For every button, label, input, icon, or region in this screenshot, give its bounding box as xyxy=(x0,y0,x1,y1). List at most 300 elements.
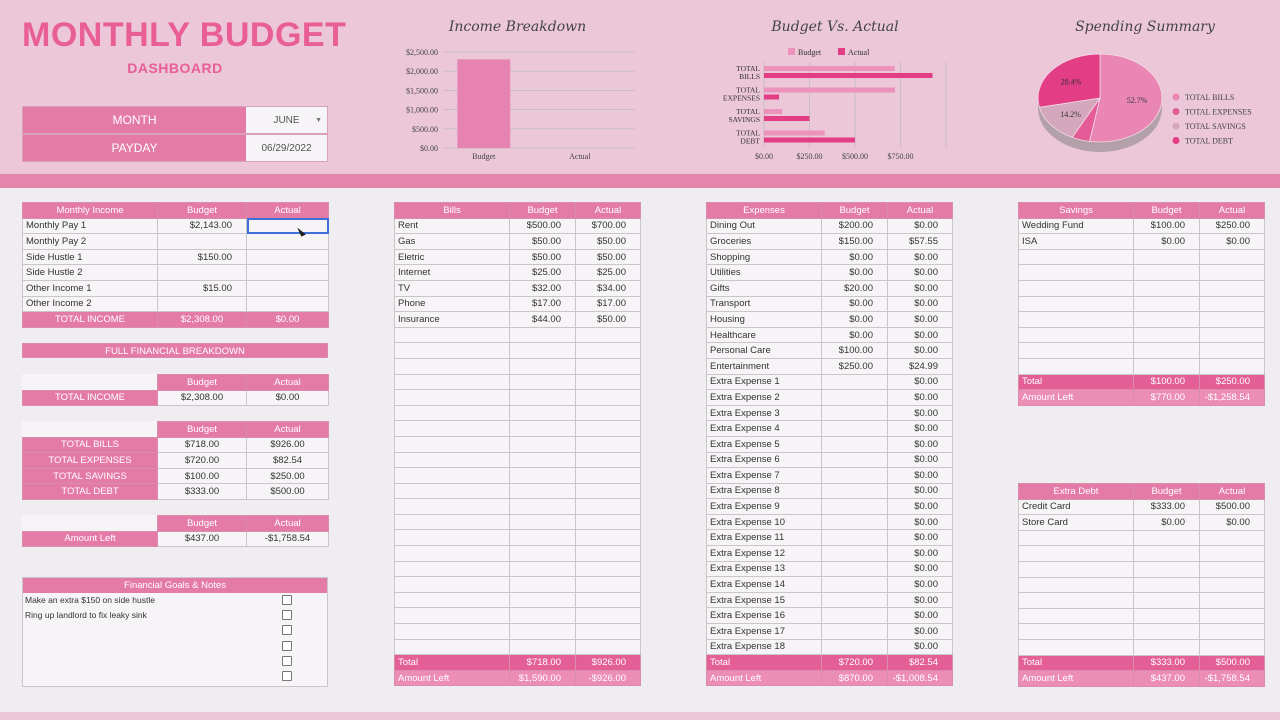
empty-cell[interactable] xyxy=(395,343,510,359)
row-label[interactable]: Rent xyxy=(395,218,510,234)
empty-cell[interactable] xyxy=(1134,358,1200,374)
row-label[interactable]: Extra Expense 17 xyxy=(707,624,822,640)
budget-cell[interactable]: $150.00 xyxy=(822,234,888,250)
empty-cell[interactable] xyxy=(510,358,576,374)
row-label[interactable]: Other Income 2 xyxy=(23,296,158,312)
empty-cell[interactable] xyxy=(576,577,641,593)
empty-cell[interactable] xyxy=(510,452,576,468)
goal-checkbox[interactable] xyxy=(282,595,292,605)
bar-budget xyxy=(764,131,825,136)
actual-cell[interactable]: $50.00 xyxy=(576,312,641,328)
actual-cell[interactable]: $57.55 xyxy=(888,234,953,250)
budget-cell[interactable]: $15.00 xyxy=(158,280,247,296)
empty-cell[interactable] xyxy=(1200,530,1265,546)
chevron-down-icon[interactable]: ▼ xyxy=(315,117,322,124)
empty-cell[interactable] xyxy=(576,546,641,562)
budget-cell[interactable] xyxy=(822,546,888,562)
actual-cell[interactable]: $0.00 xyxy=(888,436,953,452)
empty-cell[interactable] xyxy=(1019,358,1134,374)
empty-cell[interactable] xyxy=(1200,343,1265,359)
actual-cell[interactable] xyxy=(247,234,329,250)
goal-text[interactable]: Make an extra $150 on side hustle xyxy=(25,595,155,605)
row-label[interactable]: Extra Expense 14 xyxy=(707,577,822,593)
empty-cell[interactable] xyxy=(395,577,510,593)
row-label[interactable]: Extra Expense 2 xyxy=(707,390,822,406)
empty-cell[interactable] xyxy=(510,405,576,421)
budget-cell[interactable]: $150.00 xyxy=(158,249,247,265)
empty-cell[interactable] xyxy=(510,530,576,546)
empty-cell[interactable] xyxy=(510,546,576,562)
empty-cell[interactable] xyxy=(1200,624,1265,640)
amount-left-row xyxy=(395,670,641,686)
budget-cell[interactable]: $0.00 xyxy=(822,249,888,265)
empty-cell[interactable] xyxy=(395,452,510,468)
table-row xyxy=(707,343,953,359)
empty-cell[interactable] xyxy=(576,358,641,374)
budget-cell[interactable] xyxy=(822,639,888,655)
budget-cell[interactable] xyxy=(822,530,888,546)
empty-cell[interactable] xyxy=(510,374,576,390)
budget-cell[interactable] xyxy=(822,468,888,484)
empty-cell[interactable] xyxy=(1019,280,1134,296)
row-label[interactable]: Personal Care xyxy=(707,343,822,359)
actual-cell[interactable]: $0.00 xyxy=(888,343,953,359)
empty-cell[interactable] xyxy=(510,499,576,515)
row-label[interactable]: Extra Expense 9 xyxy=(707,499,822,515)
empty-cell[interactable] xyxy=(1019,608,1134,624)
empty-cell[interactable] xyxy=(576,468,641,484)
budget-cell[interactable]: $0.00 xyxy=(822,265,888,281)
empty-cell[interactable] xyxy=(510,390,576,406)
budget-cell[interactable] xyxy=(822,499,888,515)
empty-cell[interactable] xyxy=(576,530,641,546)
table-row xyxy=(707,327,953,343)
row-label[interactable]: Utilities xyxy=(707,265,822,281)
empty-cell[interactable] xyxy=(1134,296,1200,312)
empty-cell[interactable] xyxy=(576,592,641,608)
actual-cell[interactable]: $0.00 xyxy=(888,514,953,530)
row-label[interactable]: Extra Expense 16 xyxy=(707,608,822,624)
budget-cell[interactable] xyxy=(822,577,888,593)
actual-cell[interactable]: $0.00 xyxy=(888,546,953,562)
empty-cell[interactable] xyxy=(395,514,510,530)
goal-checkbox[interactable] xyxy=(282,610,292,620)
row-label[interactable]: Store Card xyxy=(1019,515,1134,531)
row-label[interactable]: Phone xyxy=(395,296,510,312)
actual-cell[interactable]: $500.00 xyxy=(1200,499,1265,515)
empty-cell[interactable] xyxy=(510,577,576,593)
table-row xyxy=(707,296,953,312)
empty-cell[interactable] xyxy=(1019,593,1134,609)
row-label[interactable]: ISA xyxy=(1019,234,1134,250)
empty-cell[interactable] xyxy=(576,514,641,530)
budget-cell[interactable]: $50.00 xyxy=(510,234,576,250)
empty-cell[interactable] xyxy=(510,468,576,484)
goal-checkbox[interactable] xyxy=(282,656,292,666)
empty-cell[interactable] xyxy=(395,483,510,499)
budget-cell[interactable]: $44.00 xyxy=(510,312,576,328)
empty-row xyxy=(1019,530,1265,546)
empty-cell[interactable] xyxy=(1134,327,1200,343)
empty-cell[interactable] xyxy=(510,343,576,359)
empty-row xyxy=(1019,577,1265,593)
budget-cell[interactable]: $500.00 xyxy=(510,218,576,234)
table-row xyxy=(707,577,953,593)
row-label[interactable]: Internet xyxy=(395,265,510,281)
row-label: TOTAL DEBT xyxy=(23,484,158,500)
empty-cell[interactable] xyxy=(510,327,576,343)
empty-cell[interactable] xyxy=(1019,530,1134,546)
budget-cell[interactable]: $0.00 xyxy=(1134,234,1200,250)
goal-item xyxy=(23,669,327,684)
empty-cell[interactable] xyxy=(510,421,576,437)
amount-left-label: Amount Left xyxy=(395,670,510,686)
row-label[interactable]: Extra Expense 10 xyxy=(707,514,822,530)
empty-row xyxy=(395,374,641,390)
actual-cell[interactable] xyxy=(247,218,329,234)
empty-cell[interactable] xyxy=(576,624,641,640)
actual-cell[interactable]: $0.00 xyxy=(888,483,953,499)
empty-cell[interactable] xyxy=(1200,327,1265,343)
row-label[interactable]: Side Hustle 1 xyxy=(23,249,158,265)
actual-cell[interactable]: $0.00 xyxy=(888,452,953,468)
budget-cell[interactable] xyxy=(822,608,888,624)
budget-cell[interactable]: $100.00 xyxy=(1134,218,1200,234)
empty-cell[interactable] xyxy=(1134,265,1200,281)
actual-cell[interactable]: $0.00 xyxy=(1200,234,1265,250)
actual-cell[interactable]: $34.00 xyxy=(576,280,641,296)
row-label[interactable]: Side Hustle 2 xyxy=(23,265,158,281)
actual-cell[interactable]: $700.00 xyxy=(576,218,641,234)
row-label[interactable]: Groceries xyxy=(707,234,822,250)
goal-text[interactable]: Ring up landlord to fix leaky sink xyxy=(25,610,147,621)
total-income-row xyxy=(23,390,329,406)
empty-cell[interactable] xyxy=(576,421,641,437)
actual-cell[interactable]: $0.00 xyxy=(888,639,953,655)
column-header: Bills xyxy=(395,203,510,219)
empty-cell[interactable] xyxy=(576,499,641,515)
empty-cell[interactable] xyxy=(1019,561,1134,577)
goals-title: Financial Goals & Notes xyxy=(23,578,327,593)
actual-cell[interactable]: $0.00 xyxy=(888,405,953,421)
actual-cell[interactable]: $0.00 xyxy=(888,296,953,312)
actual-cell[interactable]: $0.00 xyxy=(888,374,953,390)
budget-cell[interactable] xyxy=(822,592,888,608)
empty-cell[interactable] xyxy=(1134,312,1200,328)
payday-value[interactable]: 06/29/2022 xyxy=(246,135,327,161)
empty-cell[interactable] xyxy=(1019,327,1134,343)
empty-cell[interactable] xyxy=(1200,561,1265,577)
budget-cell[interactable]: $17.00 xyxy=(510,296,576,312)
row-label[interactable]: Extra Expense 13 xyxy=(707,561,822,577)
budget-cell[interactable] xyxy=(822,624,888,640)
empty-cell[interactable] xyxy=(1200,577,1265,593)
budget-cell[interactable]: $333.00 xyxy=(1134,499,1200,515)
row-label[interactable]: Gas xyxy=(395,234,510,250)
empty-cell[interactable] xyxy=(395,639,510,655)
empty-cell[interactable] xyxy=(1200,639,1265,655)
row-label[interactable]: Shopping xyxy=(707,249,822,265)
actual-cell[interactable] xyxy=(247,249,329,265)
empty-row xyxy=(395,577,641,593)
empty-cell[interactable] xyxy=(1134,593,1200,609)
empty-cell[interactable] xyxy=(1134,530,1200,546)
empty-cell[interactable] xyxy=(1019,312,1134,328)
budget-cell[interactable]: $100.00 xyxy=(822,343,888,359)
empty-cell[interactable] xyxy=(1019,265,1134,281)
empty-cell[interactable] xyxy=(1200,608,1265,624)
budget-cell[interactable] xyxy=(822,390,888,406)
budget-cell[interactable] xyxy=(822,452,888,468)
empty-cell[interactable] xyxy=(395,546,510,562)
budget-cell[interactable] xyxy=(822,561,888,577)
row-label: TOTAL BILLS xyxy=(23,437,158,453)
legend-swatch xyxy=(838,48,845,55)
budget-cell[interactable]: $200.00 xyxy=(822,218,888,234)
column-header: Expenses xyxy=(707,203,822,219)
empty-cell[interactable] xyxy=(395,624,510,640)
budget-cell[interactable] xyxy=(822,405,888,421)
y-tick-label: $1,500.00 xyxy=(406,86,438,96)
column-header: Savings xyxy=(1019,203,1134,219)
row-label[interactable]: Other Income 1 xyxy=(23,280,158,296)
empty-cell[interactable] xyxy=(576,639,641,655)
actual-cell[interactable] xyxy=(247,280,329,296)
empty-row xyxy=(1019,593,1265,609)
empty-cell[interactable] xyxy=(395,561,510,577)
empty-cell[interactable] xyxy=(395,436,510,452)
empty-cell[interactable] xyxy=(395,390,510,406)
empty-cell[interactable] xyxy=(576,343,641,359)
empty-cell[interactable] xyxy=(1134,249,1200,265)
spending-chart-title: Spending Summary xyxy=(1075,19,1215,35)
legend-swatch xyxy=(1173,94,1180,101)
empty-cell[interactable] xyxy=(1134,280,1200,296)
empty-cell[interactable] xyxy=(1019,577,1134,593)
empty-cell[interactable] xyxy=(1134,624,1200,640)
actual-cell[interactable]: $17.00 xyxy=(576,296,641,312)
empty-cell[interactable] xyxy=(1019,296,1134,312)
row-label[interactable]: Extra Expense 6 xyxy=(707,452,822,468)
row-label[interactable]: Credit Card xyxy=(1019,499,1134,515)
row-label[interactable]: Extra Expense 3 xyxy=(707,405,822,421)
budget-cell[interactable]: $32.00 xyxy=(510,280,576,296)
budget-cell[interactable]: $0.00 xyxy=(822,296,888,312)
month-value: JUNE xyxy=(273,114,300,126)
empty-cell[interactable] xyxy=(395,374,510,390)
row-label[interactable]: Housing xyxy=(707,312,822,328)
budget-cell[interactable]: $0.00 xyxy=(822,312,888,328)
table-row xyxy=(707,561,953,577)
empty-cell[interactable] xyxy=(1200,249,1265,265)
actual-cell[interactable]: $0.00 xyxy=(888,499,953,515)
empty-cell[interactable] xyxy=(1134,546,1200,562)
row-label[interactable]: Extra Expense 1 xyxy=(707,374,822,390)
table-header xyxy=(1019,484,1265,500)
goal-checkbox[interactable] xyxy=(282,671,292,681)
actual-cell[interactable]: $50.00 xyxy=(576,234,641,250)
row-label[interactable]: Monthly Pay 2 xyxy=(23,234,158,250)
actual-cell: -$1,758.54 xyxy=(247,531,329,547)
empty-cell[interactable] xyxy=(510,436,576,452)
row-label[interactable]: Extra Expense 18 xyxy=(707,639,822,655)
row-label[interactable]: Healthcare xyxy=(707,327,822,343)
month-label: MONTH xyxy=(23,107,246,133)
month-dropdown[interactable] xyxy=(246,107,327,133)
row-label[interactable]: Dining Out xyxy=(707,218,822,234)
empty-row xyxy=(1019,280,1265,296)
budget-cell[interactable]: $0.00 xyxy=(822,327,888,343)
actual-cell[interactable]: $0.00 xyxy=(888,530,953,546)
budget-cell[interactable] xyxy=(158,265,247,281)
empty-cell[interactable] xyxy=(510,608,576,624)
empty-cell[interactable] xyxy=(395,405,510,421)
budget-cell[interactable]: $25.00 xyxy=(510,265,576,281)
row-label[interactable]: Monthly Pay 1 xyxy=(23,218,158,234)
actual-cell[interactable]: $0.00 xyxy=(888,421,953,437)
empty-cell[interactable] xyxy=(576,483,641,499)
actual-cell[interactable]: $0.00 xyxy=(888,624,953,640)
actual-cell[interactable]: $0.00 xyxy=(888,592,953,608)
actual-cell: $926.00 xyxy=(247,437,329,453)
empty-cell[interactable] xyxy=(395,421,510,437)
column-header: Monthly Income xyxy=(23,203,158,219)
empty-cell[interactable] xyxy=(395,468,510,484)
row-label[interactable]: Transport xyxy=(707,296,822,312)
budget-cell[interactable]: $2,143.00 xyxy=(158,218,247,234)
actual-cell[interactable]: $0.00 xyxy=(888,312,953,328)
empty-cell[interactable] xyxy=(1134,608,1200,624)
budget-cell[interactable]: $50.00 xyxy=(510,249,576,265)
empty-cell[interactable] xyxy=(1200,265,1265,281)
empty-cell[interactable] xyxy=(576,436,641,452)
empty-cell[interactable] xyxy=(395,358,510,374)
actual-cell[interactable]: $0.00 xyxy=(888,561,953,577)
goal-checkbox[interactable] xyxy=(282,641,292,651)
empty-cell[interactable] xyxy=(395,592,510,608)
amount-left-label: Amount Left xyxy=(707,670,822,686)
row-label[interactable]: Extra Expense 7 xyxy=(707,468,822,484)
actual-cell[interactable] xyxy=(247,265,329,281)
budget-cell[interactable] xyxy=(822,514,888,530)
empty-cell[interactable] xyxy=(395,499,510,515)
empty-cell[interactable] xyxy=(576,374,641,390)
budget-cell[interactable] xyxy=(822,436,888,452)
empty-cell[interactable] xyxy=(576,561,641,577)
legend-swatch xyxy=(788,48,795,55)
empty-cell[interactable] xyxy=(576,452,641,468)
empty-cell[interactable] xyxy=(576,608,641,624)
empty-cell[interactable] xyxy=(510,561,576,577)
actual-cell[interactable]: $50.00 xyxy=(576,249,641,265)
spending-summary-chart xyxy=(1020,40,1280,170)
actual-cell[interactable]: $0.00 xyxy=(888,218,953,234)
row-label[interactable]: Entertainment xyxy=(707,358,822,374)
empty-cell[interactable] xyxy=(576,405,641,421)
bar-actual xyxy=(764,138,855,143)
amount-left-value: -$926.00 xyxy=(576,670,641,686)
empty-cell[interactable] xyxy=(1134,561,1200,577)
empty-cell[interactable] xyxy=(1200,280,1265,296)
empty-cell[interactable] xyxy=(1200,593,1265,609)
actual-cell[interactable]: $0.00 xyxy=(888,327,953,343)
empty-cell[interactable] xyxy=(1019,343,1134,359)
budget-cell[interactable] xyxy=(158,296,247,312)
row-label[interactable]: Extra Expense 5 xyxy=(707,436,822,452)
actual-cell[interactable]: $0.00 xyxy=(1200,515,1265,531)
spending-row xyxy=(23,468,329,484)
actual-cell[interactable]: $25.00 xyxy=(576,265,641,281)
empty-cell[interactable] xyxy=(1019,639,1134,655)
empty-cell[interactable] xyxy=(576,390,641,406)
actual-cell[interactable]: $0.00 xyxy=(888,280,953,296)
row-label[interactable]: Extra Expense 12 xyxy=(707,546,822,562)
row-label[interactable]: Gifts xyxy=(707,280,822,296)
payday-label: PAYDAY xyxy=(23,135,246,161)
row-label[interactable]: Extra Expense 15 xyxy=(707,592,822,608)
empty-cell[interactable] xyxy=(1134,639,1200,655)
actual-cell[interactable]: $0.00 xyxy=(888,265,953,281)
actual-cell[interactable]: $0.00 xyxy=(888,249,953,265)
empty-cell[interactable] xyxy=(576,327,641,343)
budget-cell[interactable] xyxy=(822,421,888,437)
row-label[interactable]: Wedding Fund xyxy=(1019,218,1134,234)
budget-cell[interactable] xyxy=(822,374,888,390)
budget-cell[interactable]: $0.00 xyxy=(1134,515,1200,531)
empty-cell[interactable] xyxy=(510,592,576,608)
actual-cell[interactable]: $0.00 xyxy=(888,390,953,406)
empty-cell[interactable] xyxy=(1200,296,1265,312)
actual-cell[interactable]: $24.99 xyxy=(888,358,953,374)
row-label[interactable]: Extra Expense 8 xyxy=(707,483,822,499)
actual-cell[interactable]: $0.00 xyxy=(888,468,953,484)
actual-cell[interactable]: $0.00 xyxy=(888,577,953,593)
empty-cell[interactable] xyxy=(1200,312,1265,328)
row-label[interactable]: TV xyxy=(395,280,510,296)
empty-cell[interactable] xyxy=(510,624,576,640)
empty-cell[interactable] xyxy=(510,639,576,655)
budget-cell[interactable]: $250.00 xyxy=(822,358,888,374)
column-header: Actual xyxy=(888,203,953,219)
budget-cell[interactable] xyxy=(822,483,888,499)
actual-cell[interactable] xyxy=(247,296,329,312)
empty-cell[interactable] xyxy=(395,530,510,546)
empty-cell[interactable] xyxy=(510,483,576,499)
empty-cell[interactable] xyxy=(1134,343,1200,359)
empty-cell[interactable] xyxy=(395,327,510,343)
empty-cell[interactable] xyxy=(510,514,576,530)
empty-cell[interactable] xyxy=(1019,546,1134,562)
row-label[interactable]: Extra Expense 4 xyxy=(707,421,822,437)
empty-cell[interactable] xyxy=(395,608,510,624)
empty-cell[interactable] xyxy=(1019,249,1134,265)
row-label: TOTAL INCOME xyxy=(23,390,158,406)
row-label[interactable]: Eletric xyxy=(395,249,510,265)
budget-cell[interactable] xyxy=(158,234,247,250)
budget-cell[interactable]: $20.00 xyxy=(822,280,888,296)
amount-left-value: -$1,258.54 xyxy=(1200,390,1265,406)
actual-cell[interactable]: $0.00 xyxy=(888,608,953,624)
empty-cell[interactable] xyxy=(1019,624,1134,640)
empty-cell[interactable] xyxy=(1134,577,1200,593)
empty-cell[interactable] xyxy=(1200,358,1265,374)
row-label[interactable]: Extra Expense 11 xyxy=(707,530,822,546)
actual-cell: $82.54 xyxy=(247,453,329,469)
row-label[interactable]: Insurance xyxy=(395,312,510,328)
goal-checkbox[interactable] xyxy=(282,625,292,635)
actual-cell[interactable]: $250.00 xyxy=(1200,218,1265,234)
empty-cell[interactable] xyxy=(1200,546,1265,562)
